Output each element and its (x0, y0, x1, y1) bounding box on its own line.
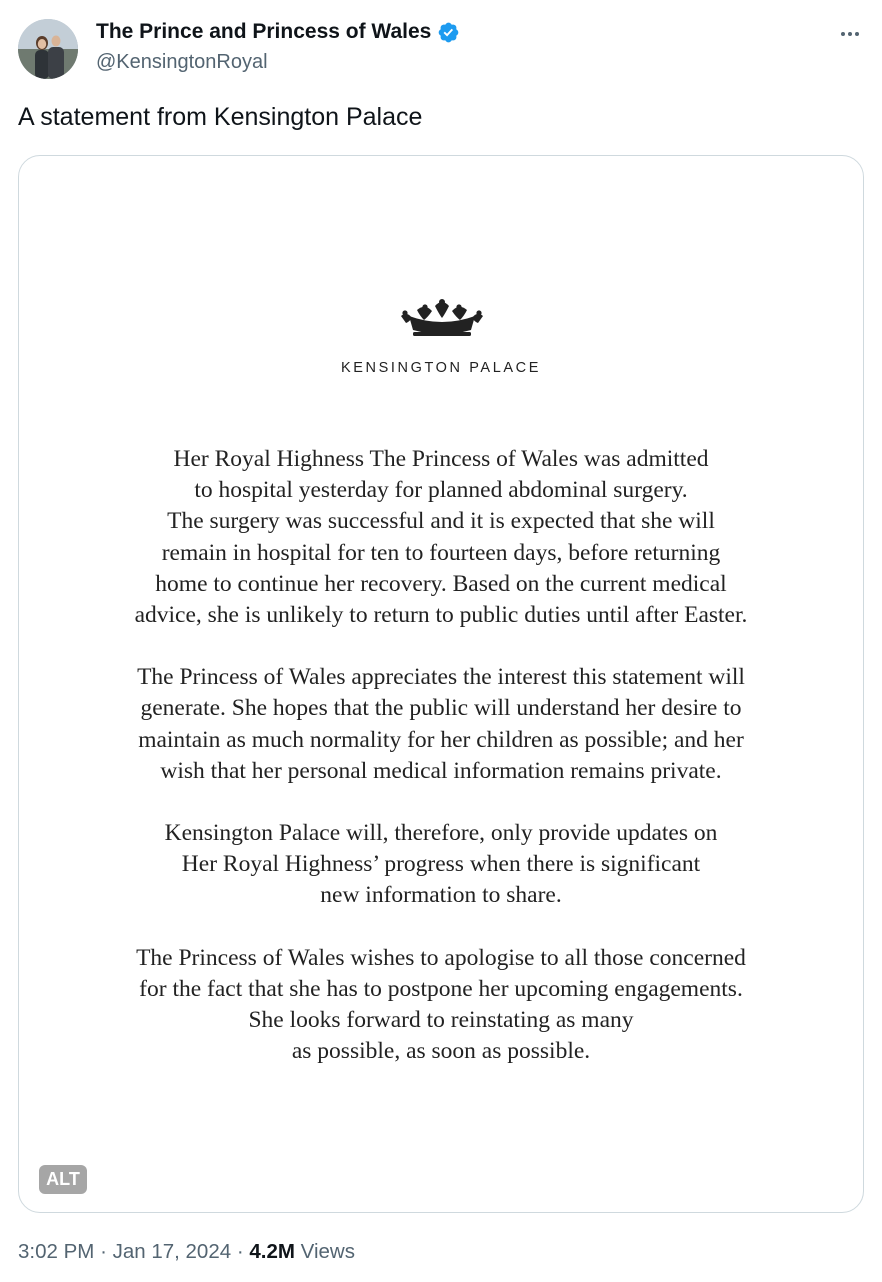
statement-line: as possible, as soon as possible. (291, 1038, 591, 1065)
statement-line: She looks forward to reinstating as many (248, 1007, 634, 1034)
statement-paragraph (19, 662, 863, 787)
meta-separator: · (100, 1240, 107, 1263)
alt-badge[interactable]: ALT (39, 1165, 87, 1194)
author-handle[interactable]: @KensingtonRoyal (96, 51, 268, 73)
statement-line: Her Royal Highness’ progress when there is significant (181, 851, 701, 878)
statement-line: for the fact that she has to postpone her upcoming engagements. (139, 975, 743, 1002)
tweet-date[interactable]: Jan 17, 2024 (112, 1240, 232, 1263)
kensington-palace-header: KENSINGTON PALACE (341, 360, 541, 376)
tweet-text: A statement from Kensington Palace (18, 103, 423, 131)
avatar[interactable] (18, 19, 78, 79)
avatar-photo (18, 19, 78, 79)
statement-line: Kensington Palace will, therefore, only provide updates on (164, 820, 718, 847)
verified-badge-icon[interactable] (437, 21, 460, 44)
statement-paragraph (19, 943, 863, 1068)
statement-line: wish that her personal medical information remains private. (160, 757, 722, 784)
statement-paragraph (19, 444, 863, 631)
statement-line: Her Royal Highness The Princess of Wales was admitted (173, 446, 709, 472)
meta-separator: · (236, 1240, 244, 1263)
statement-line: advice, she is unlikely to return to public duties until after Easter. (134, 602, 748, 629)
statement-paragraph (19, 818, 863, 912)
tweet-time[interactable]: 3:02 PM (18, 1240, 95, 1263)
views-label: Views (300, 1240, 355, 1263)
statement-line: to hospital yesterday for planned abdominal surgery. (194, 477, 688, 504)
author-name-row (96, 20, 460, 44)
author-display-name[interactable]: The Prince and Princess of Wales (96, 20, 432, 43)
statement-line: new information to share. (320, 882, 562, 909)
statement-line: generate. She hopes that the public will understand her desire to (140, 695, 742, 722)
statement-line: remain in hospital for ten to fourteen days, before returning (161, 539, 721, 566)
views-count: 4.2M (249, 1240, 295, 1263)
statement-line: home to continue her recovery. Based on the current medical (155, 570, 727, 597)
statement-line: The surgery was successful and it is expected that she will (167, 508, 715, 535)
more-options-icon[interactable] (838, 22, 862, 46)
statement-line: maintain as much normality for her children as possible; and her (138, 726, 744, 753)
statement-line: The Princess of Wales wishes to apologise to all those concerned (136, 944, 746, 971)
statement-line: The Princess of Wales appreciates the interest this statement will (137, 664, 745, 691)
crown-logo-icon (397, 294, 487, 340)
tweet-meta (18, 1240, 355, 1264)
statement-body (19, 444, 863, 1098)
tweet-image[interactable] (18, 155, 864, 1213)
